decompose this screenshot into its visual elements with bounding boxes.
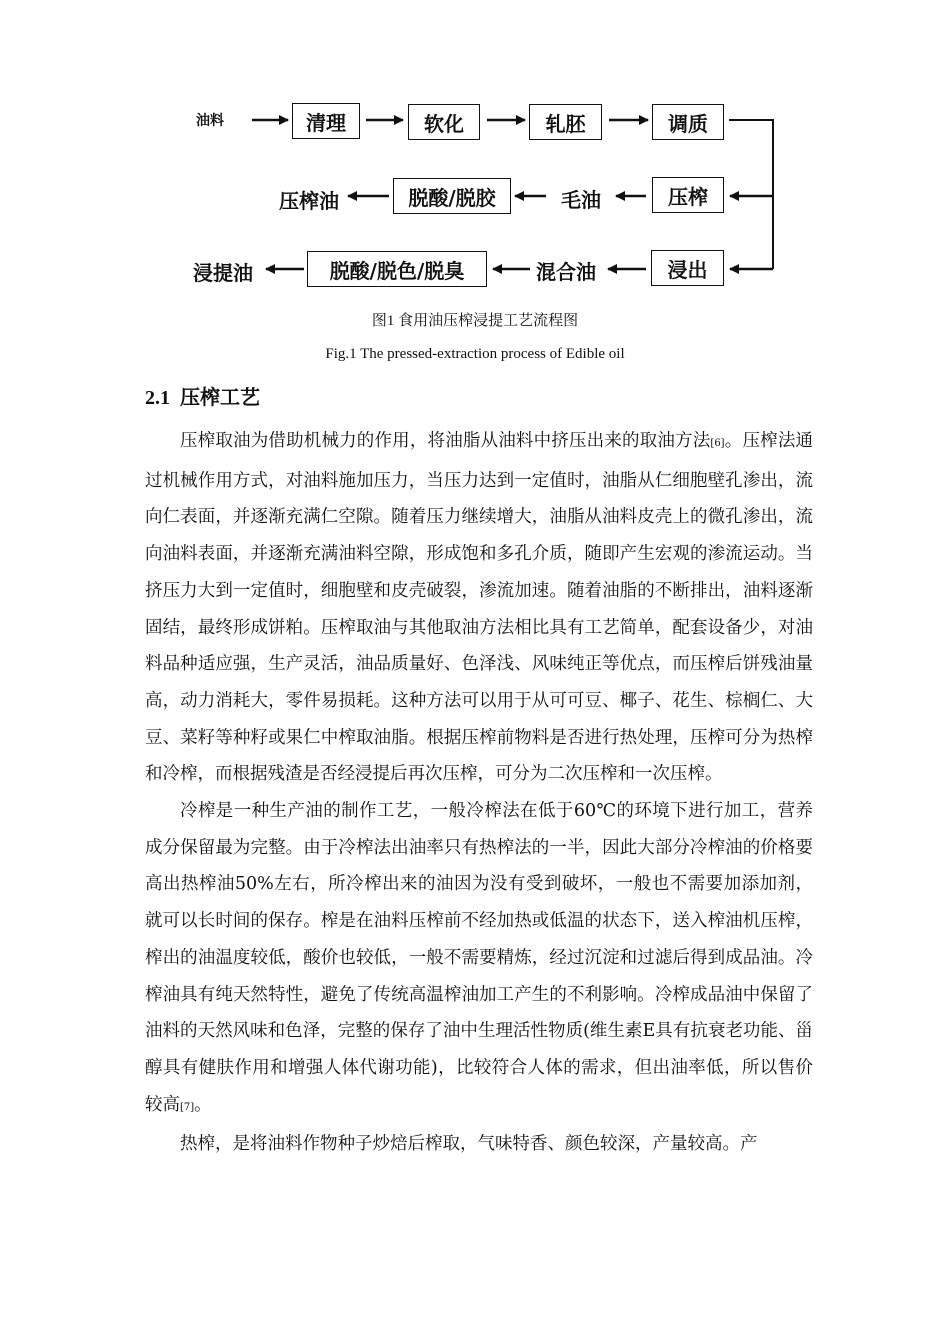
section-number: 2.1 [145,387,170,409]
paragraph-3-text: 热榨，是将油料作物种子炒焙后榨取，气味特香、颜色较深，产量较高。产 [180,1134,758,1155]
paragraph-1-text: 压榨取油为借助机械力的作用，将油脂从油料中挤压出来的取油方法 [180,431,711,451]
paragraph-2-end: 。 [194,1094,212,1115]
paragraph-3 [145,1126,813,1163]
body-text [145,423,813,1163]
extracted-oil-label: 浸提油 [193,261,253,285]
step-soften: 软化 [408,104,480,140]
citation-7: [7] [180,1101,195,1113]
citation-6: [6] [710,438,725,449]
paragraph-1-rest: 。压榨法通过机械作用方式，对油料施加压力，当压力达到一定值时，油脂从仁细胞壁孔渗出，流向仁表面，并逐渐充满仁空隙。随着压力继续增大，油脂从油料皮壳上的微孔渗出，流向油料表面，并逐渐充满油料空隙，形成饱和多孔介质，随即产生宏观的渗流运动。当挤压力大到一定值时，细胞壁和皮壳破裂，渗流加速。随着油脂的不断排出，油料逐渐固结，最终形成饼粕。压榨取油与其他取油方法相比具有工艺简单，配套设备少，对油料品种适应强，生产灵活，油品质量好、色泽浅、风味纯正等优点，而压榨后饼残油量高，动力消耗大，零件易损耗。这种方法可以用于从可可豆、椰子、花生、棕榈仁、大豆、菜籽等种籽或果仁中榨取油脂。根据压榨前物料是否进行热处理，压榨可分为热榨和冷榨，而根据残渣是否经浸提后再次压榨，可分为二次压榨和一次压榨。 [145,431,813,785]
miscella-label: 混合油 [536,260,596,284]
step-press: 压榨 [652,177,724,213]
step-roll: 轧胚 [529,104,602,140]
step-leach: 浸出 [651,250,724,286]
connector-line [729,120,773,269]
paragraph-2-text: 冷榨是一种生产油的制作工艺，一般冷榨法在低于60℃的环境下进行加工，营养成分保留最为完整。由于冷榨法出油率只有热榨法的一半，因此大部分冷榨油的价格要高出热榨油50%左右，所冷榨出来的油因为没有受到破坏，一般也不需要加添加剂，就可以长时间的保存。榨是在油料压榨前不经加热或低温的状态下，送入榨油机压榨，榨出的油温度较低，酸价也较低，一般不需要精炼，经过沉淀和过滤后得到成品油。冷榨油具有纯天然特性，避免了传统高温榨油加工产生的不利影响。冷榨成品油中保留了油料的天然风味和色泽，完整的保存了油中生理活性物质(维生素E具有抗衰老功能、甾醇具有健肤作用和增强人体代谢功能)，比较符合人体的需求，但出油率低，所以售价较高 [145,801,813,1115]
paragraph-1 [145,423,813,793]
input-label: 油料 [196,113,224,129]
figure-caption-en: Fig.1 The pressed-extraction process of Edible oil [325,346,625,362]
process-flowchart [0,0,950,310]
step-condition: 调质 [652,104,724,140]
figure-caption-cn: 图1 食用油压榨浸提工艺流程图 [371,313,579,329]
step-deacid-degum: 脱酸/脱胶 [393,178,511,214]
section-heading [145,381,260,410]
paragraph-2 [145,793,813,1126]
crude-oil-label: 毛油 [561,188,601,212]
section-title: 压榨工艺 [180,385,260,409]
pressed-oil-label: 压榨油 [279,189,339,213]
step-clean: 清理 [292,103,360,139]
step-refine: 脱酸/脱色/脱臭 [307,251,487,287]
